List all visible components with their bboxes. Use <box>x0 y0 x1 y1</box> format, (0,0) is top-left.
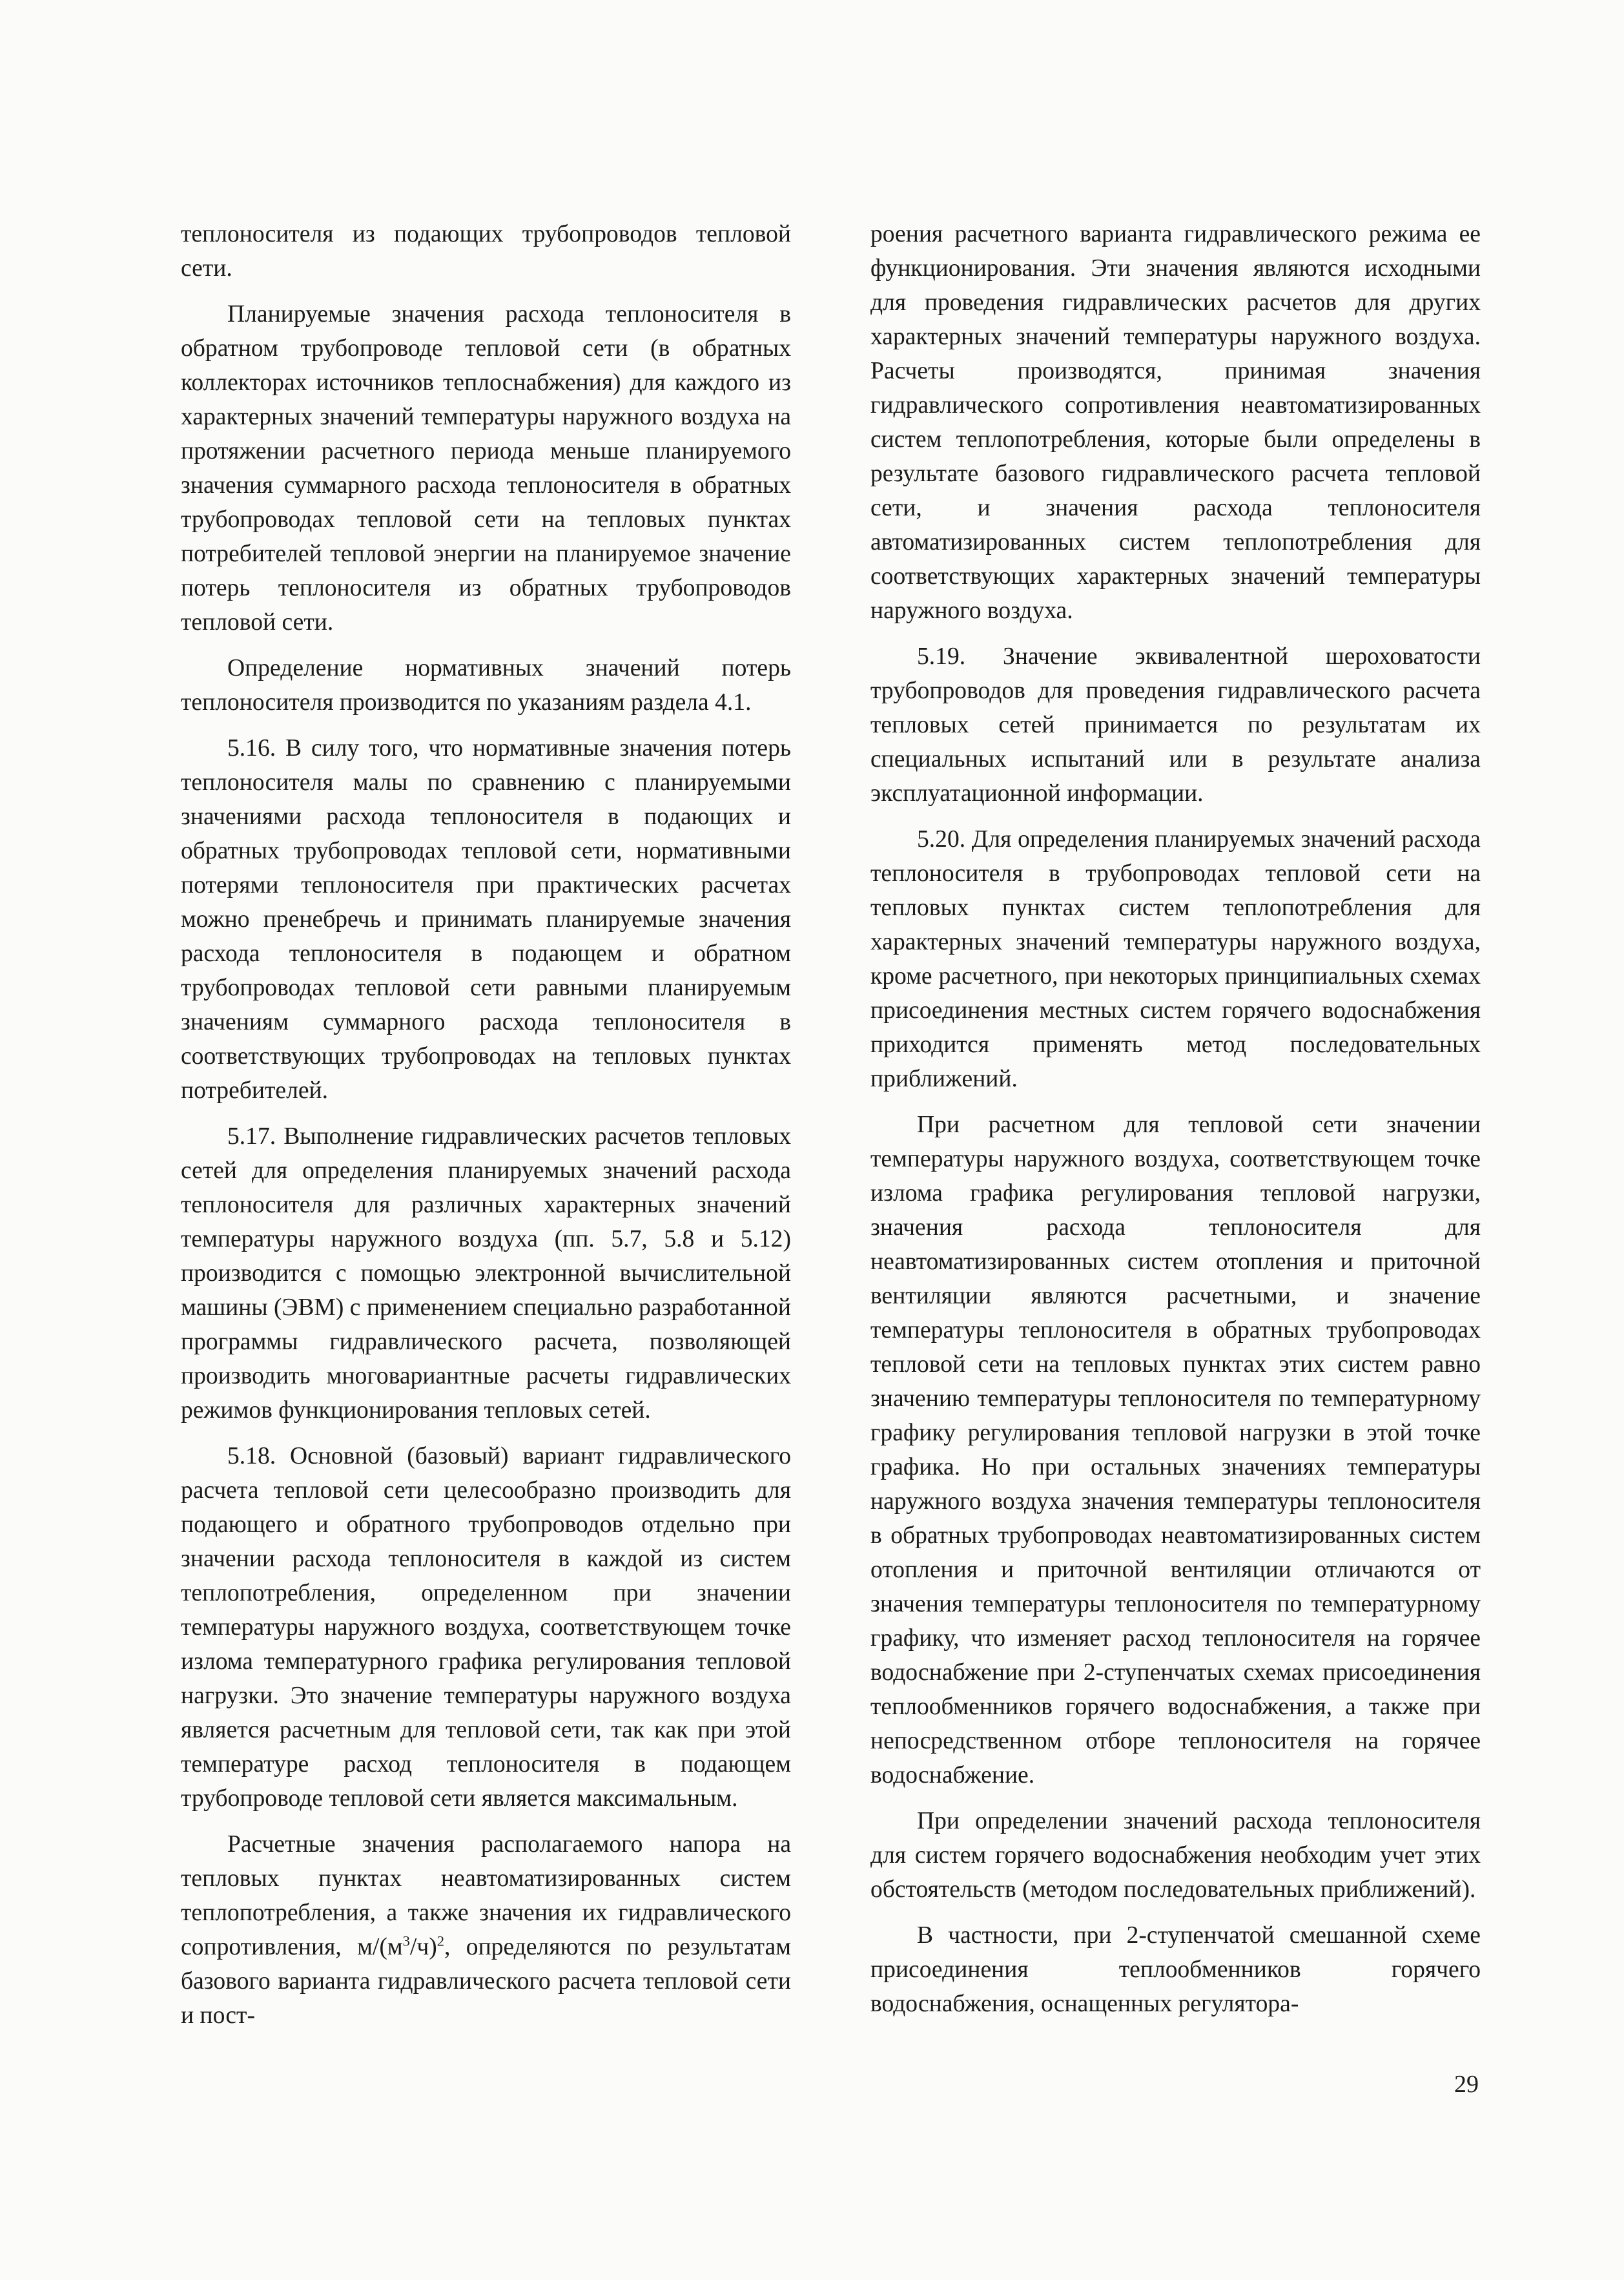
paragraph: 5.16. В силу того, что нормативные значения потерь теплоносителя малы по сравнению с планируемыми значениями расхода теплоносителя в подающих и обратных трубопроводах тепловой сети, нормативными потерями теплоносителя при практических расчетах можно пренебречь и принимать планируемые значения расхода теплоносителя в подающем и обратном трубопроводах тепловой сети равными планируемым значениям суммарного расхода теплоносителя в соответствующих трубопроводах на тепловых пунктах потребителей. <box>181 735 791 1104</box>
superscript: 3 <box>402 1933 410 1949</box>
paragraph: теплоносителя из подающих трубопроводов тепловой сети. <box>181 221 791 282</box>
paragraph: Определение нормативных значений потерь теплоносителя производится по указаниям раздела 4.1. <box>181 655 791 716</box>
left-column <box>181 217 791 2033</box>
paragraph: При определении значений расхода теплоносителя для систем горячего водоснабжения необходим учет этих обстоятельств (методом последовательных приближений). <box>870 1808 1481 1903</box>
page-number: 29 <box>1454 2071 1479 2098</box>
text-run: , определяются по результатам базового варианта гидравлического расчета тепловой сети и пост- <box>181 1934 791 2029</box>
paragraph <box>181 1827 791 2033</box>
paragraph: При расчетном для тепловой сети значении температуры наружного воздуха, соответствующем точке излома графика регулирования тепловой нагрузки, значения расхода теплоносителя для неавтоматизированных систем отопления и приточной вентиляции являются расчетными, и значение температуры теплоносителя в обратных трубопроводах тепловой сети на тепловых пунктах этих систем равно значению температуры теплоносителя по температурному графику регулирования тепловой нагрузки в этой точке графика. Но при остальных значениях температуры наружного воздуха значения температуры теплоносителя в обратных трубопроводах неавтоматизированных систем отопления и приточной вентиляции отличаются от значения температуры теплоносителя по температурному графику, что изменяет расход теплоносителя на горячее водоснабжение при 2-ступенчатых схемах присоединения теплообменников горячего водоснабжения, а также при непосредственном отборе теплоносителя на горячее водоснабжение. <box>870 1112 1481 1788</box>
text-run: /ч) <box>409 1934 437 1960</box>
paragraph: В частности, при 2-ступенчатой смешанной схеме присоединения теплообменников горячего водоснабжения, оснащенных регулятора- <box>870 1922 1481 2017</box>
paragraph: 5.19. Значение эквивалентной шероховатости трубопроводов для проведения гидравлического расчета тепловых сетей принимается по результатам их специальных испытаний или в результате анализа эксплуатационной информации. <box>870 643 1481 807</box>
paragraph: Планируемые значения расхода теплоносителя в обратном трубопроводе тепловой сети (в обратных коллекторах источников теплоснабжения) для каждого из характерных значений температуры наружного воздуха на протяжении расчетного периода меньше планируемого значения суммарного расхода теплоносителя в обратных трубопроводах тепловой сети на тепловых пунктах потребителей тепловой энергии на планируемое значение потерь теплоносителя из обратных трубопроводов тепловой сети. <box>181 301 791 636</box>
paragraph: 5.20. Для определения планируемых значений расхода теплоносителя в трубопроводах тепловой сети на тепловых пунктах систем теплопотребления для характерных значений температуры наружного воздуха, кроме расчетного, при некоторых принципиальных схемах присоединения местных систем горячего водоснабжения приходится применять метод последовательных приближений. <box>870 826 1481 1092</box>
superscript: 2 <box>437 1933 445 1949</box>
paragraph: 5.18. Основной (базовый) вариант гидравлического расчета тепловой сети целесообразно производить для подающего и обратного трубопроводов отдельно при значении расхода теплоносителя в каждой из систем теплопотребления, определенном при значении температуры наружного воздуха, соответствующем точке излома температурного графика регулирования тепловой нагрузки. Это значение температуры наружного воздуха является расчетным для тепловой сети, так как при этой температуре расход теплоносителя в подающем трубопроводе тепловой сети является максимальным. <box>181 1443 791 1812</box>
text-run: Расчетные значения располагаемого напора на тепловых пунктах неавтоматизированных систем теплопотребления, а также значения их гидравлического сопротивления, м/(м <box>181 1831 791 1960</box>
paragraph: 5.17. Выполнение гидравлических расчетов тепловых сетей для определения планируемых значений расхода теплоносителя для различных характерных значений температуры наружного воздуха (пп. 5.7, 5.8 и 5.12) производится с помощью электронной вычислительной машины (ЭВМ) с применением специально разработанной программы гидравлического расчета, позволяющей производить многовариантные расчеты гидравлических режимов функционирования тепловых сетей. <box>181 1123 791 1424</box>
right-column <box>870 217 1481 2021</box>
paragraph: роения расчетного варианта гидравлического режима ее функционирования. Эти значения являются исходными для проведения гидравлических расчетов для других характерных значений температуры наружного воздуха. Расчеты производятся, принимая значения гидравлического сопротивления неавтоматизированных систем теплопотребления, которые были определены в результате базового гидравлического расчета тепловой сети, и значения расхода теплоносителя автоматизированных систем теплопотребления для соответствующих характерных значений температуры наружного воздуха. <box>870 221 1481 624</box>
